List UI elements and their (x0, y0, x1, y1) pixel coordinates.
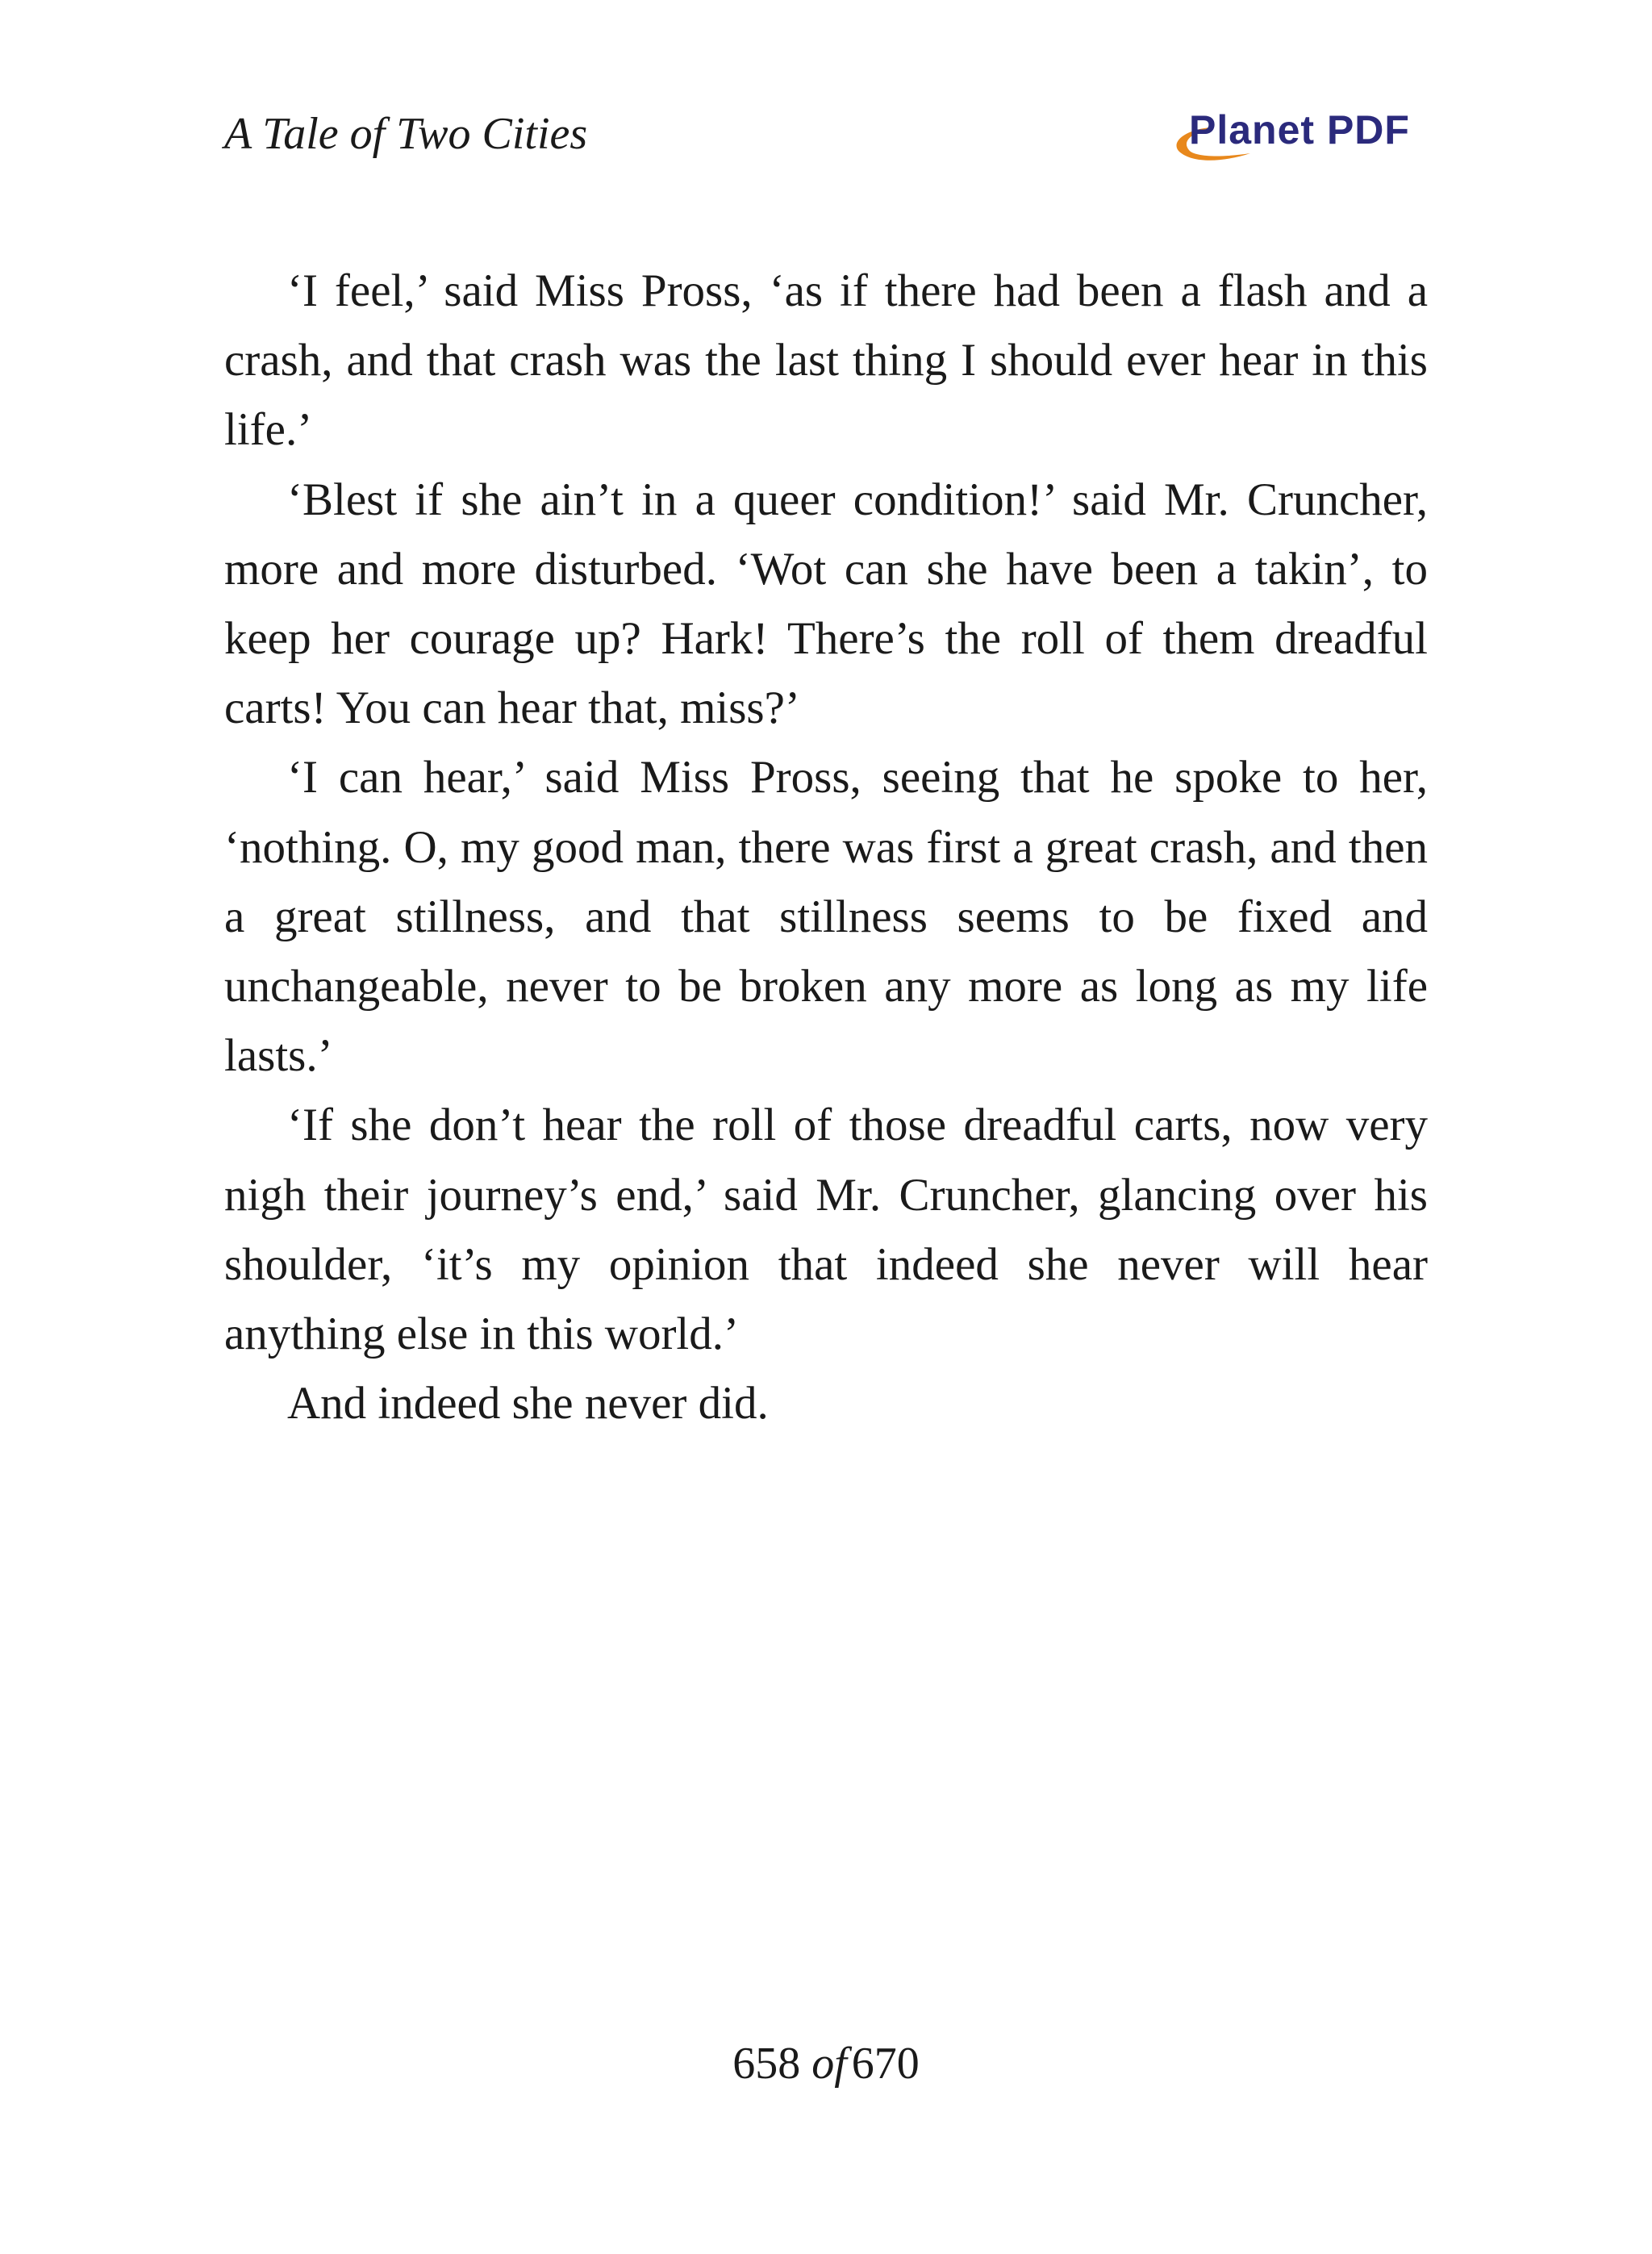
body-text (224, 257, 1428, 1438)
planet-pdf-logo (1162, 100, 1436, 173)
logo-text: Planet PDF (1189, 107, 1410, 152)
current-page-number: 658 (732, 2039, 801, 2089)
paragraph: And indeed she never did. (287, 1378, 769, 1430)
paragraph: ‘If she don’t hear the roll of those dreadful carts, now very nigh their journey’s end,’ said Mr. Cruncher, glancing over his shoulder, ‘it’s my opinion that indeed she never will hear anything else in this world.’ (224, 1100, 1428, 1360)
running-header-title: A Tale of Two Cities (224, 109, 588, 159)
paragraph: ‘I can hear,’ said Miss Pross, seeing that he spoke to her, ‘nothing. O, my good man, there was first a great crash, and then a great stillness, and that stillness seems to be fixed and unchangeable, never to be broken any more as long as my life lasts.’ (224, 752, 1428, 1082)
total-pages: 670 (851, 2039, 920, 2089)
paragraph: ‘Blest if she ain’t in a queer condition!’ said Mr. Cruncher, more and more disturbed. ‘Wot can she have been a takin’, to keep her courage up? Hark! There’s the roll of them dreadful carts! You can hear that, miss?’ (224, 474, 1428, 734)
of-label: of (811, 2039, 847, 2089)
page-number (0, 2033, 1652, 2094)
paragraph: ‘I feel,’ said Miss Pross, ‘as if there had been a flash and a crash, and that crash was the last thing I should ever hear in this life.’ (224, 265, 1428, 456)
